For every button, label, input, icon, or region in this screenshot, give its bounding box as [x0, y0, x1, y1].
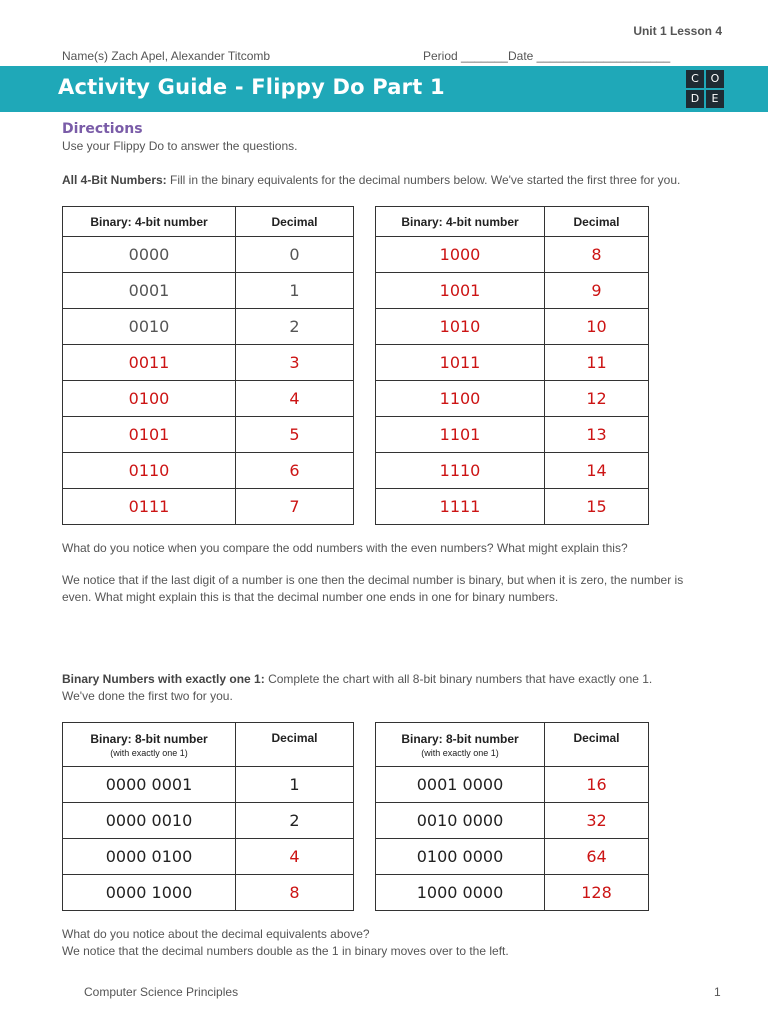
- decimal-cell: 0: [236, 237, 354, 273]
- section2-instructions: [62, 671, 652, 705]
- binary-cell: 0001: [63, 273, 236, 309]
- section1-instructions: [62, 172, 680, 189]
- column-header: [376, 723, 545, 767]
- binary-cell: 1000 0000: [376, 875, 545, 911]
- title-banner: [0, 66, 768, 112]
- decimal-cell: 64: [545, 839, 649, 875]
- section1-question: What do you notice when you compare the odd numbers with the even numbers? What might explain this?: [62, 541, 628, 555]
- binary-cell: 0000: [63, 237, 236, 273]
- directions-text: Use your Flippy Do to answer the questions.: [62, 139, 298, 153]
- table-row: [376, 345, 649, 381]
- decimal-cell: 6: [236, 453, 354, 489]
- decimal-cell: 8: [236, 875, 354, 911]
- decimal-cell: 16: [545, 767, 649, 803]
- table-row: [376, 417, 649, 453]
- answer-line: even. What might explain this is that the decimal number one ends in one for binary numbers.: [62, 590, 559, 604]
- logo-letter: O: [706, 70, 724, 88]
- binary-cell: 1101: [376, 417, 545, 453]
- table-row: [63, 381, 354, 417]
- column-header: Binary: 4-bit number: [376, 207, 545, 237]
- binary-cell: 0001 0000: [376, 767, 545, 803]
- binary-cell: 0100: [63, 381, 236, 417]
- column-header-title: Binary: 8-bit number: [90, 731, 208, 746]
- column-header: Decimal: [545, 723, 649, 767]
- eight-bit-table-left: [62, 722, 354, 911]
- table-row: [63, 767, 354, 803]
- column-header-subtitle: (with exactly one 1): [421, 747, 499, 758]
- table-row: [376, 381, 649, 417]
- table-row: [63, 803, 354, 839]
- column-header: Decimal: [236, 723, 354, 767]
- binary-cell: 0000 0010: [63, 803, 236, 839]
- code-org-logo: [686, 70, 724, 108]
- binary-cell: 1100: [376, 381, 545, 417]
- decimal-cell: 7: [236, 489, 354, 525]
- logo-letter: E: [706, 90, 724, 108]
- section2-instruction-line2: We've done the first two for you.: [62, 689, 233, 703]
- table-row: [376, 309, 649, 345]
- page-number: 1: [714, 985, 721, 999]
- section2-answer: We notice that the decimal numbers double as the 1 in binary moves over to the left.: [62, 944, 509, 958]
- footer-course: Computer Science Principles: [84, 985, 239, 999]
- binary-cell: 1001: [376, 273, 545, 309]
- column-header: [63, 723, 236, 767]
- table-row: [63, 237, 354, 273]
- binary-cell: 0000 0001: [63, 767, 236, 803]
- section1-instruction: Fill in the binary equivalents for the decimal numbers below. We've started the first three for you.: [166, 173, 681, 187]
- decimal-cell: 1: [236, 767, 354, 803]
- table-row: [63, 309, 354, 345]
- binary-cell: 1000: [376, 237, 545, 273]
- binary-cell: 0010 0000: [376, 803, 545, 839]
- binary-cell: 0101: [63, 417, 236, 453]
- table-row: [63, 417, 354, 453]
- binary-cell: 0100 0000: [376, 839, 545, 875]
- section2-question-block: [62, 926, 509, 960]
- table-row: [63, 489, 354, 525]
- decimal-cell: 11: [545, 345, 649, 381]
- decimal-cell: 5: [236, 417, 354, 453]
- column-header-title: Binary: 8-bit number: [401, 731, 519, 746]
- column-header: Binary: 4-bit number: [63, 207, 236, 237]
- table-row: [376, 803, 649, 839]
- column-header-subtitle: (with exactly one 1): [110, 747, 188, 758]
- binary-cell: 0011: [63, 345, 236, 381]
- binary-cell: 0111: [63, 489, 236, 525]
- column-header: Decimal: [236, 207, 354, 237]
- binary-cell: 0000 1000: [63, 875, 236, 911]
- decimal-cell: 4: [236, 381, 354, 417]
- page-title: Activity Guide - Flippy Do Part 1: [58, 75, 445, 99]
- decimal-cell: 10: [545, 309, 649, 345]
- answer-line: We notice that if the last digit of a number is one then the decimal number is binary, but when it is zero, the number is: [62, 573, 684, 587]
- table-row: [376, 237, 649, 273]
- section2-instruction: Complete the chart with all 8-bit binary numbers that have exactly one 1.: [264, 672, 653, 686]
- binary-cell: 0010: [63, 309, 236, 345]
- four-bit-table-left: [62, 206, 354, 525]
- decimal-cell: 2: [236, 803, 354, 839]
- table-row: [63, 273, 354, 309]
- table-row: [63, 453, 354, 489]
- unit-lesson-label: Unit 1 Lesson 4: [633, 24, 722, 38]
- section1-label: All 4-Bit Numbers:: [62, 173, 167, 187]
- decimal-cell: 13: [545, 417, 649, 453]
- table-row: [63, 875, 354, 911]
- decimal-cell: 12: [545, 381, 649, 417]
- date-field: Date ____________________: [508, 49, 671, 63]
- decimal-cell: 32: [545, 803, 649, 839]
- binary-cell: 0000 0100: [63, 839, 236, 875]
- four-bit-table-right: [375, 206, 649, 525]
- decimal-cell: 1: [236, 273, 354, 309]
- table-row: [376, 767, 649, 803]
- decimal-cell: 8: [545, 237, 649, 273]
- table-row: [63, 345, 354, 381]
- decimal-cell: 4: [236, 839, 354, 875]
- binary-cell: 1011: [376, 345, 545, 381]
- table-row: [376, 489, 649, 525]
- table-row: [376, 453, 649, 489]
- period-field: Period _______: [423, 49, 508, 63]
- binary-cell: 1111: [376, 489, 545, 525]
- section1-answer: [62, 572, 732, 606]
- decimal-cell: 9: [545, 273, 649, 309]
- section2-question: What do you notice about the decimal equivalents above?: [62, 927, 370, 941]
- decimal-cell: 14: [545, 453, 649, 489]
- names-field: Name(s) Zach Apel, Alexander Titcomb: [62, 49, 271, 63]
- decimal-cell: 3: [236, 345, 354, 381]
- table-row: [63, 839, 354, 875]
- table-row: [376, 875, 649, 911]
- decimal-cell: 128: [545, 875, 649, 911]
- logo-letter: D: [686, 90, 704, 108]
- decimal-cell: 2: [236, 309, 354, 345]
- eight-bit-table-right: [375, 722, 649, 911]
- decimal-cell: 15: [545, 489, 649, 525]
- binary-cell: 0110: [63, 453, 236, 489]
- directions-heading: Directions: [62, 121, 143, 137]
- table-row: [376, 839, 649, 875]
- binary-cell: 1010: [376, 309, 545, 345]
- column-header: Decimal: [545, 207, 649, 237]
- section2-label: Binary Numbers with exactly one 1:: [62, 672, 265, 686]
- table-row: [376, 273, 649, 309]
- binary-cell: 1110: [376, 453, 545, 489]
- logo-letter: C: [686, 70, 704, 88]
